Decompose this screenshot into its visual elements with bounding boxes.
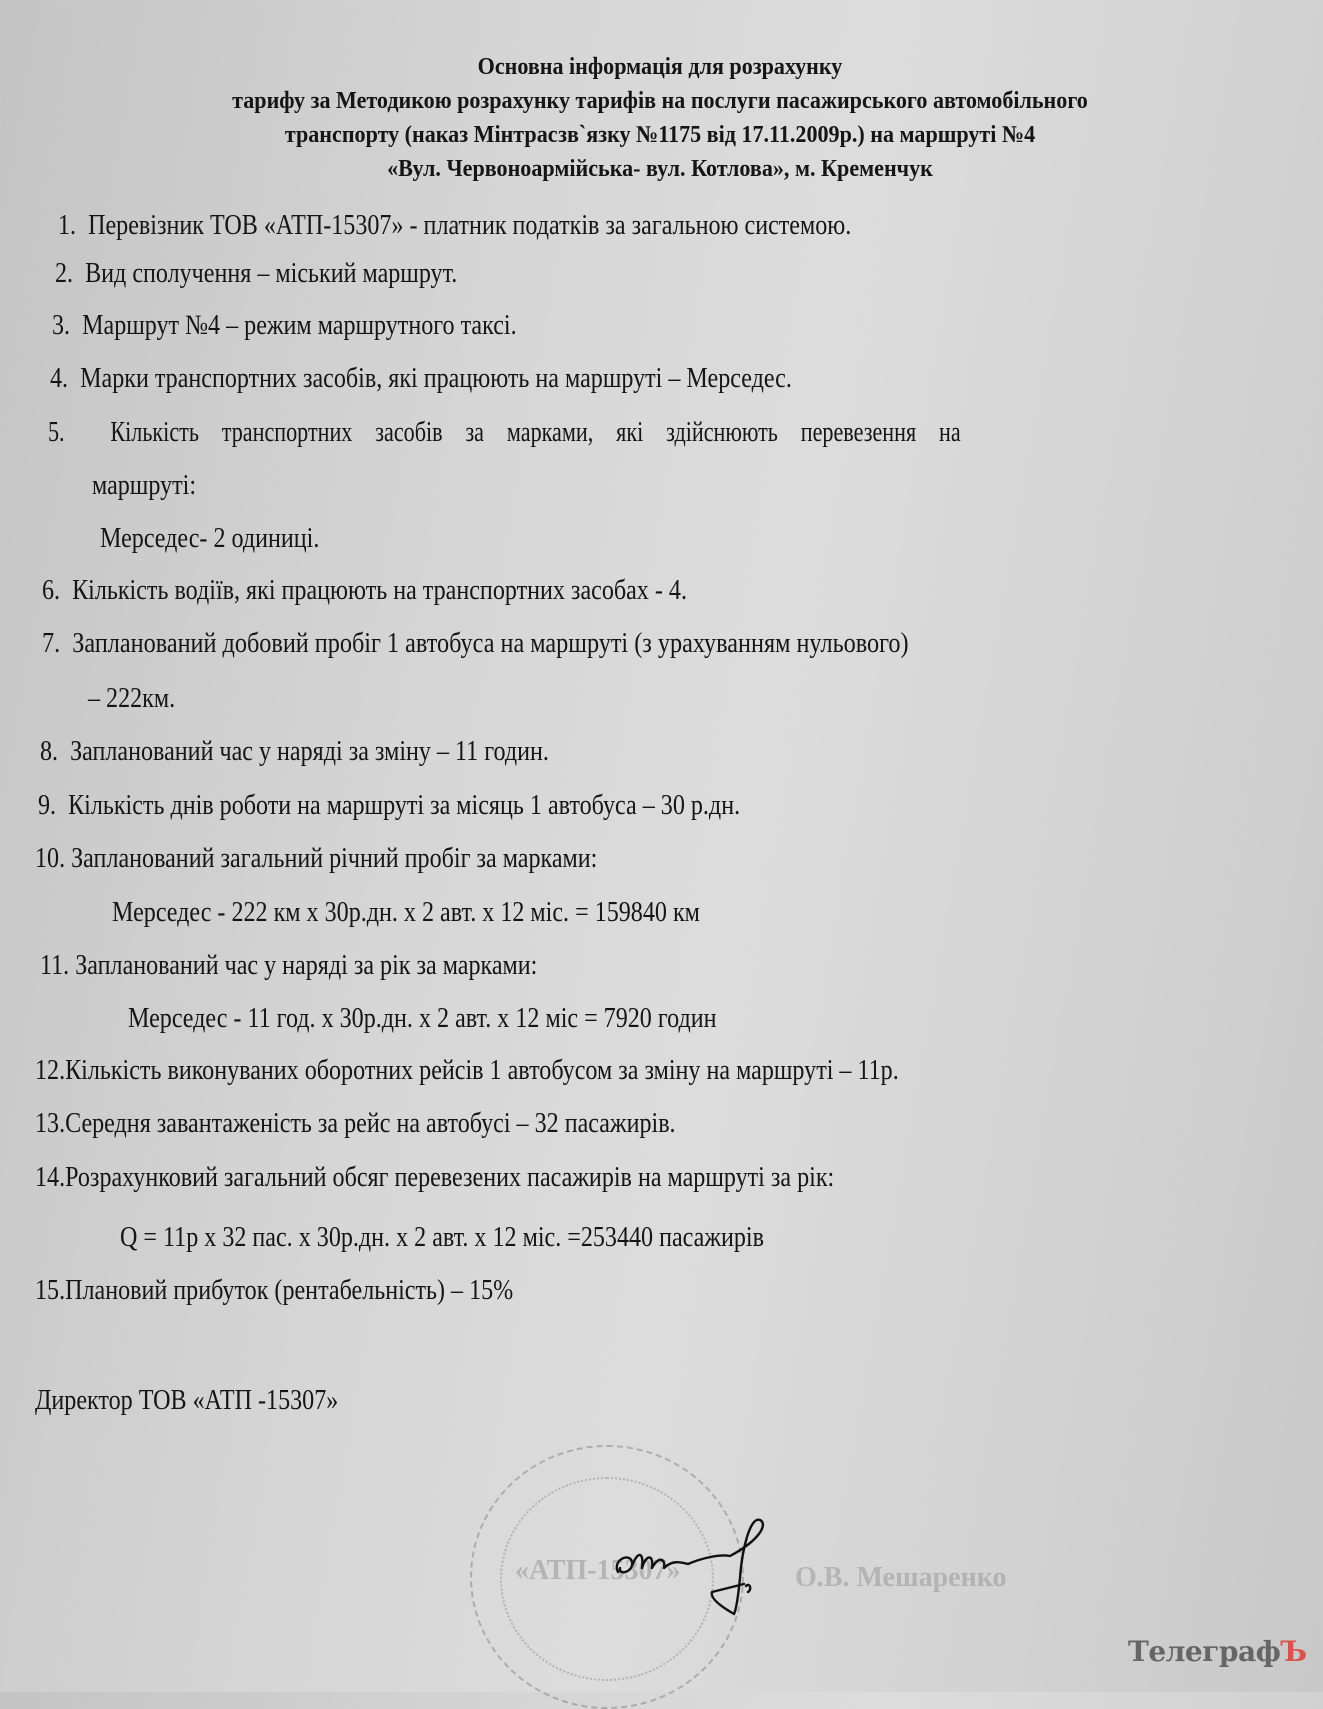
list-item-11: [40, 950, 537, 982]
logo-accent-letter: Ъ: [1280, 1635, 1307, 1668]
item-number: 9.: [38, 790, 57, 821]
title-line-4: «Вул. Червоноармійська- вул. Котлова», м. Кременчук: [387, 156, 933, 182]
item-text: Запланований час у наряді за рік за марками:: [75, 950, 538, 981]
item-number: 5.: [48, 417, 65, 448]
title-line-3: транспорту (наказ Мінтрасзв`язку №1175 від 17.11.2009р.) на маршруті №4: [284, 122, 1036, 148]
item-text: Запланований загальний річний пробіг за марками:: [71, 843, 598, 874]
item-text: Кількість транспортних засобів за марками, які здійснюють перевезення на: [110, 417, 961, 448]
director-name-faded: О.В. Мешаренко: [795, 1562, 1007, 1593]
telegraf-logo: [1128, 1635, 1307, 1668]
list-item-13: [35, 1108, 676, 1140]
item-text: Кількість водіїв, які працюють на транспортних засобах - 4.: [72, 575, 687, 606]
list-item-7: [42, 628, 909, 660]
list-item-1: [58, 210, 851, 242]
item-number: 15.: [35, 1275, 66, 1306]
list-item-5: [48, 417, 961, 449]
item-text: Запланований час у наряді за зміну – 11 годин.: [70, 736, 549, 767]
list-item-2: [55, 258, 457, 290]
signature-icon: [610, 1510, 810, 1620]
item-number: 10.: [35, 843, 66, 874]
item-text: Плановий прибуток (рентабельність) – 15%: [65, 1275, 514, 1306]
list-item-10-formula: Мерседес - 222 км х 30р.дн. х 2 авт. х 12 міс. = 159840 км: [112, 897, 700, 928]
item-text: Вид сполучення – міський маршрут.: [85, 258, 458, 289]
list-item-5-continuation: маршруті:: [92, 470, 197, 501]
item-number: 2.: [55, 258, 74, 289]
signature-line: Директор ТОВ «АТП -15307»: [35, 1385, 339, 1416]
list-item-9: [38, 790, 740, 822]
item-number: 4.: [50, 363, 69, 394]
item-number: 1.: [58, 210, 77, 241]
document-title: [108, 50, 1212, 186]
list-item-15: [35, 1275, 513, 1307]
list-item-4: [50, 363, 792, 395]
item-number: 12.: [35, 1055, 66, 1086]
list-item-7-continuation: – 222км.: [88, 683, 176, 714]
item-text: Маршрут №4 – режим маршрутного таксі.: [82, 310, 517, 341]
stamp-text: «АТП-15307»: [515, 1555, 681, 1586]
list-item-8: [40, 736, 549, 768]
item-number: 7.: [42, 628, 61, 659]
item-text: Кількість виконуваних оборотних рейсів 1 автобусом за зміну на маршруті – 11р.: [65, 1055, 899, 1086]
list-item-6: [42, 575, 687, 607]
item-number: 11.: [40, 950, 70, 981]
item-number: 8.: [40, 736, 59, 767]
list-item-12: [35, 1055, 899, 1087]
item-text: Середня завантаженість за рейс на автобусі – 32 пасажирів.: [65, 1108, 676, 1139]
list-item-11-formula: Мерседес - 11 год. х 30р.дн. х 2 авт. х 12 міс = 7920 годин: [128, 1003, 717, 1034]
item-text: Кількість днів роботи на маршруті за місяць 1 автобуса – 30 р.дн.: [68, 790, 741, 821]
list-item-14-formula: Q = 11р х 32 пас. х 30р.дн. х 2 авт. х 12 міс. =253440 пасажирів: [120, 1222, 764, 1253]
item-text: Перевізник ТОВ «АТП-15307» - платник податків за загальною системою.: [88, 210, 852, 241]
item-text: Запланований добовий пробіг 1 автобуса на маршруті (з урахуванням нульового): [72, 628, 909, 659]
list-item-10: [35, 843, 597, 875]
list-item-5-sub: Мерседес- 2 одиниці.: [100, 523, 320, 554]
item-number: 3.: [52, 310, 71, 341]
title-line-2: тарифу за Методикою розрахунку тарифів на послуги пасажирського автомобільного: [232, 88, 1088, 114]
item-number: 6.: [42, 575, 61, 606]
list-item-3: [52, 310, 517, 342]
item-number: 13.: [35, 1108, 66, 1139]
item-text: Марки транспортних засобів, які працюють на маршруті – Мерседес.: [80, 363, 792, 394]
title-line-1: Основна інформація для розрахунку: [477, 54, 843, 80]
item-text: Розрахунковий загальний обсяг перевезених пасажирів на маршруті за рік:: [65, 1162, 835, 1193]
logo-text: Телеграф: [1128, 1635, 1281, 1668]
item-number: 14.: [35, 1162, 66, 1193]
list-item-14: [35, 1162, 834, 1194]
